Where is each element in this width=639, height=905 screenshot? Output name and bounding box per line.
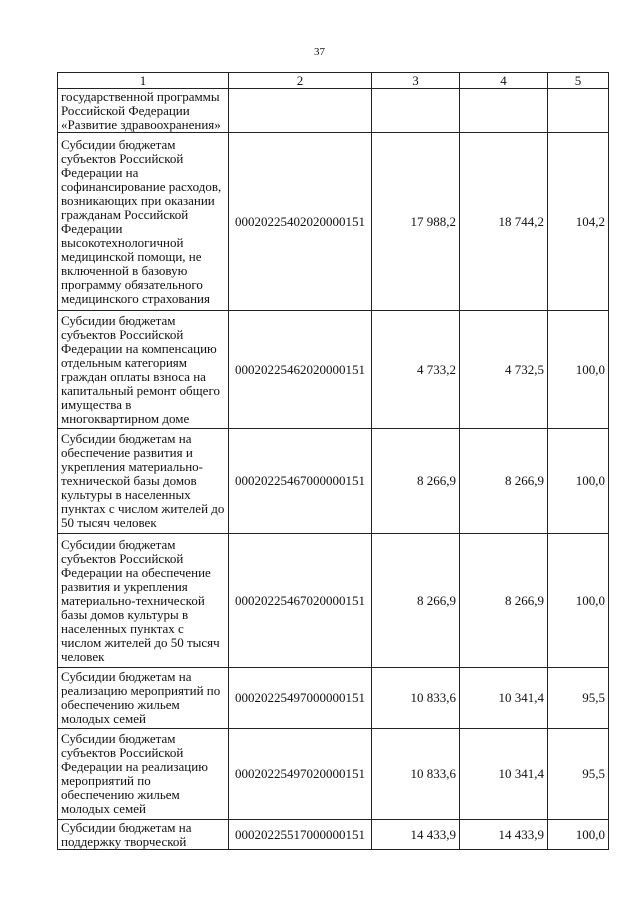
row-code-cell: 00020225467000000151 — [229, 429, 372, 534]
row-name-cell: Субсидии бюджетам на обеспечение развития и укрепления материально-технической базы домов культуры в населенных пунктах с числом жителей до 50 тысяч человек — [58, 429, 229, 534]
row-code-cell: 00020225497020000151 — [229, 729, 372, 820]
row-percent-cell: 100,0 — [548, 820, 609, 850]
row-name-cell: Субсидии бюджетам субъектов Российской Федерации на компенсацию отдельным категориям граждан оплаты взноса на капитальный ремонт общего имущества в многоквартирном доме — [58, 311, 229, 429]
row-name-cell: Субсидии бюджетам на поддержку творческой — [58, 820, 229, 850]
row-name-cell: государственной программы Российской Федерации «Развитие здравоохранения» — [58, 89, 229, 133]
row-fact-cell: 10 341,4 — [460, 729, 548, 820]
row-percent-cell: 100,0 — [548, 534, 609, 668]
row-percent-cell: 100,0 — [548, 429, 609, 534]
row-fact-cell: 14 433,9 — [460, 820, 548, 850]
row-fact-cell: 4 732,5 — [460, 311, 548, 429]
table-row — [58, 820, 609, 850]
row-plan-cell — [372, 89, 460, 133]
table-row — [58, 311, 609, 429]
table-row — [58, 668, 609, 729]
row-fact-cell: 10 341,4 — [460, 668, 548, 729]
row-plan-cell: 8 266,9 — [372, 429, 460, 534]
row-percent-cell: 100,0 — [548, 311, 609, 429]
table-row — [58, 133, 609, 311]
row-plan-cell: 14 433,9 — [372, 820, 460, 850]
row-name-cell: Субсидии бюджетам на реализацию мероприятий по обеспечению жильем молодых семей — [58, 668, 229, 729]
row-plan-cell: 4 733,2 — [372, 311, 460, 429]
column-header-2: 2 — [229, 73, 372, 89]
page-number: 37 — [314, 46, 325, 58]
row-name-cell: Субсидии бюджетам субъектов Российской Федерации на обеспечение развития и укрепления материально-технической базы домов культуры в населенных пунктах с числом жителей до 50 тысяч человек — [58, 534, 229, 668]
row-code-cell: 00020225517000000151 — [229, 820, 372, 850]
row-fact-cell: 18 744,2 — [460, 133, 548, 311]
row-plan-cell: 17 988,2 — [372, 133, 460, 311]
row-code-cell — [229, 89, 372, 133]
row-name-cell: Субсидии бюджетам субъектов Российской Федерации на софинансирование расходов, возникающих при оказании гражданам Российской Федерации высокотехнологичной медицинской помощи, не включенной в базовую программу обязательного медицинского страхования — [58, 133, 229, 311]
row-code-cell: 00020225497000000151 — [229, 668, 372, 729]
row-code-cell: 00020225462020000151 — [229, 311, 372, 429]
column-header-3: 3 — [372, 73, 460, 89]
row-percent-cell: 104,2 — [548, 133, 609, 311]
table-row — [58, 89, 609, 133]
row-percent-cell: 95,5 — [548, 668, 609, 729]
row-percent-cell: 95,5 — [548, 729, 609, 820]
table-header-row — [58, 73, 609, 89]
row-code-cell: 00020225467020000151 — [229, 534, 372, 668]
table-row — [58, 429, 609, 534]
column-header-4: 4 — [460, 73, 548, 89]
column-header-1: 1 — [58, 73, 229, 89]
row-code-cell: 00020225402020000151 — [229, 133, 372, 311]
row-plan-cell: 8 266,9 — [372, 534, 460, 668]
budget-table — [57, 72, 609, 850]
row-plan-cell: 10 833,6 — [372, 668, 460, 729]
table-row — [58, 534, 609, 668]
row-name-cell: Субсидии бюджетам субъектов Российской Федерации на реализацию мероприятий по обеспечению жильем молодых семей — [58, 729, 229, 820]
row-plan-cell: 10 833,6 — [372, 729, 460, 820]
row-percent-cell — [548, 89, 609, 133]
table-row — [58, 729, 609, 820]
row-fact-cell: 8 266,9 — [460, 429, 548, 534]
column-header-5: 5 — [548, 73, 609, 89]
row-fact-cell — [460, 89, 548, 133]
row-fact-cell: 8 266,9 — [460, 534, 548, 668]
